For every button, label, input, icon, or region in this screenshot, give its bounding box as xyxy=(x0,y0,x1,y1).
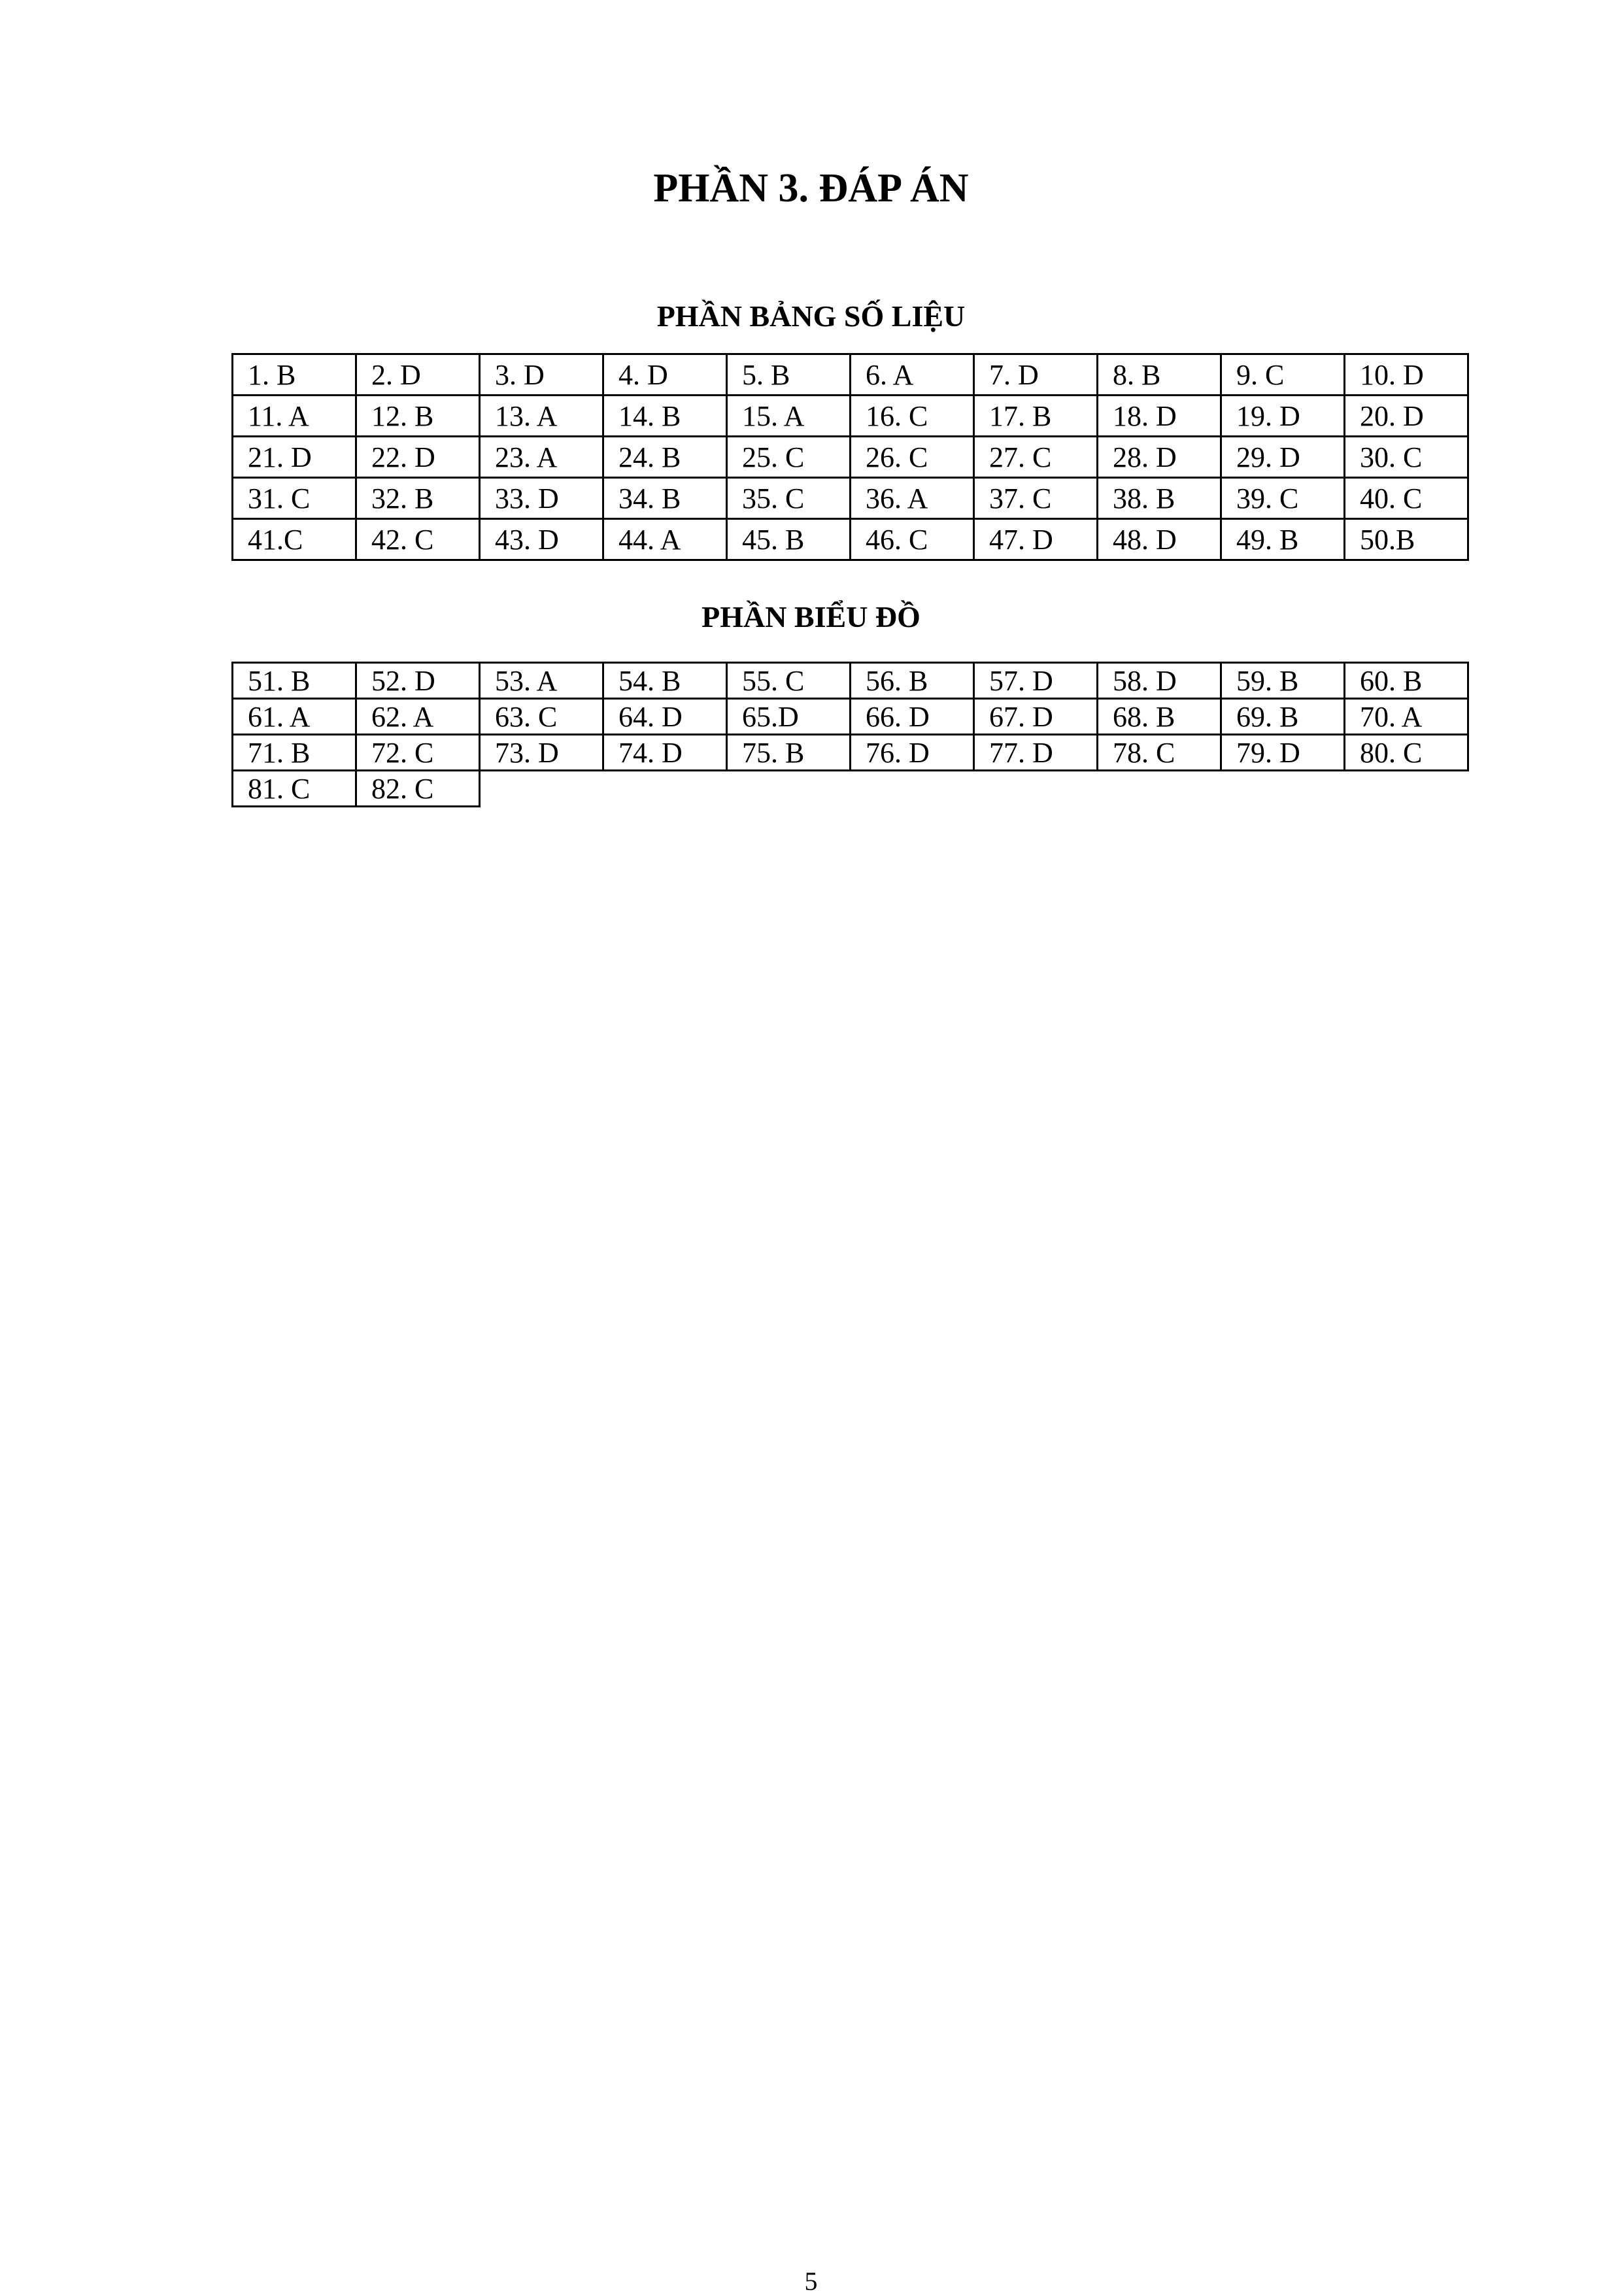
answer-cell: 60. B xyxy=(1345,663,1468,699)
table-row xyxy=(233,478,1468,519)
page-title: PHẦN 3. ĐÁP ÁN xyxy=(653,166,969,211)
answer-cell: 8. B xyxy=(1098,354,1221,396)
answer-cell: 2. D xyxy=(356,354,480,396)
answer-cell: 3. D xyxy=(480,354,603,396)
answer-cell: 1. B xyxy=(233,354,356,396)
answer-cell: 50.B xyxy=(1345,519,1468,560)
answer-cell: 75. B xyxy=(727,735,851,771)
answer-cell: 57. D xyxy=(974,663,1098,699)
section-title-chart: PHẦN BIỂU ĐỒ xyxy=(701,600,921,633)
answer-cell: 32. B xyxy=(356,478,480,519)
answer-cell: 47. D xyxy=(974,519,1098,560)
answer-cell: 68. B xyxy=(1098,699,1221,735)
answer-cell: 23. A xyxy=(480,437,603,478)
empty-cell xyxy=(1098,771,1221,807)
answer-cell: 31. C xyxy=(233,478,356,519)
section-title-data-table: PHẦN BẢNG SỐ LIỆU xyxy=(656,299,966,333)
answer-cell: 73. D xyxy=(480,735,603,771)
empty-cell xyxy=(480,771,603,807)
answer-cell: 51. B xyxy=(233,663,356,699)
answer-cell: 64. D xyxy=(603,699,727,735)
answer-cell: 6. A xyxy=(851,354,974,396)
answer-cell: 78. C xyxy=(1098,735,1221,771)
answer-cell: 19. D xyxy=(1221,396,1345,437)
answer-cell: 62. A xyxy=(356,699,480,735)
answer-cell: 5. B xyxy=(727,354,851,396)
answer-cell: 69. B xyxy=(1221,699,1345,735)
answer-cell: 66. D xyxy=(851,699,974,735)
empty-cell xyxy=(1221,771,1345,807)
answer-cell: 29. D xyxy=(1221,437,1345,478)
answer-cell: 24. B xyxy=(603,437,727,478)
answer-cell: 12. B xyxy=(356,396,480,437)
answer-cell: 20. D xyxy=(1345,396,1468,437)
answer-cell: 70. A xyxy=(1345,699,1468,735)
answer-cell: 54. B xyxy=(603,663,727,699)
empty-cell xyxy=(851,771,974,807)
answer-table-chart xyxy=(231,662,1469,807)
answer-cell: 40. C xyxy=(1345,478,1468,519)
answer-cell: 42. C xyxy=(356,519,480,560)
answer-cell: 72. C xyxy=(356,735,480,771)
answer-cell: 34. B xyxy=(603,478,727,519)
empty-cell xyxy=(603,771,727,807)
answer-cell: 82. C xyxy=(356,771,480,807)
page-number: 5 xyxy=(804,2267,818,2296)
answer-cell: 46. C xyxy=(851,519,974,560)
empty-cell xyxy=(1345,771,1468,807)
answer-cell: 9. C xyxy=(1221,354,1345,396)
answer-cell: 33. D xyxy=(480,478,603,519)
answer-cell: 36. A xyxy=(851,478,974,519)
answer-cell: 58. D xyxy=(1098,663,1221,699)
answer-cell: 53. A xyxy=(480,663,603,699)
table-row xyxy=(233,354,1468,396)
answer-cell: 45. B xyxy=(727,519,851,560)
answer-cell: 17. B xyxy=(974,396,1098,437)
answer-cell: 52. D xyxy=(356,663,480,699)
answer-cell: 16. C xyxy=(851,396,974,437)
answer-cell: 55. C xyxy=(727,663,851,699)
answer-cell: 63. C xyxy=(480,699,603,735)
answer-cell: 15. A xyxy=(727,396,851,437)
answer-table-body xyxy=(233,663,1468,807)
answer-cell: 4. D xyxy=(603,354,727,396)
table-row xyxy=(233,437,1468,478)
answer-cell: 22. D xyxy=(356,437,480,478)
answer-cell: 61. A xyxy=(233,699,356,735)
answer-cell: 79. D xyxy=(1221,735,1345,771)
answer-cell: 30. C xyxy=(1345,437,1468,478)
answer-cell: 67. D xyxy=(974,699,1098,735)
answer-cell: 11. A xyxy=(233,396,356,437)
answer-cell: 41.C xyxy=(233,519,356,560)
answer-cell: 59. B xyxy=(1221,663,1345,699)
answer-cell: 39. C xyxy=(1221,478,1345,519)
answer-cell: 49. B xyxy=(1221,519,1345,560)
empty-cell xyxy=(727,771,851,807)
answer-cell: 77. D xyxy=(974,735,1098,771)
answer-table-data-table xyxy=(231,353,1469,561)
answer-cell: 80. C xyxy=(1345,735,1468,771)
empty-cell xyxy=(974,771,1098,807)
table-row xyxy=(233,396,1468,437)
table-row xyxy=(233,771,1468,807)
answer-cell: 37. C xyxy=(974,478,1098,519)
answer-cell: 38. B xyxy=(1098,478,1221,519)
answer-cell: 28. D xyxy=(1098,437,1221,478)
answer-cell: 13. A xyxy=(480,396,603,437)
answer-cell: 26. C xyxy=(851,437,974,478)
answer-cell: 10. D xyxy=(1345,354,1468,396)
answer-cell: 81. C xyxy=(233,771,356,807)
answer-cell: 18. D xyxy=(1098,396,1221,437)
answer-cell: 35. C xyxy=(727,478,851,519)
answer-cell: 27. C xyxy=(974,437,1098,478)
answer-cell: 74. D xyxy=(603,735,727,771)
answer-cell: 21. D xyxy=(233,437,356,478)
answer-cell: 65.D xyxy=(727,699,851,735)
answer-cell: 76. D xyxy=(851,735,974,771)
answer-table-body xyxy=(233,354,1468,560)
answer-cell: 71. B xyxy=(233,735,356,771)
answer-cell: 14. B xyxy=(603,396,727,437)
answer-cell: 43. D xyxy=(480,519,603,560)
answer-cell: 25. C xyxy=(727,437,851,478)
answer-cell: 7. D xyxy=(974,354,1098,396)
table-row xyxy=(233,519,1468,560)
answer-cell: 48. D xyxy=(1098,519,1221,560)
table-row xyxy=(233,735,1468,771)
answer-cell: 56. B xyxy=(851,663,974,699)
answer-cell: 44. A xyxy=(603,519,727,560)
table-row xyxy=(233,699,1468,735)
table-row xyxy=(233,663,1468,699)
